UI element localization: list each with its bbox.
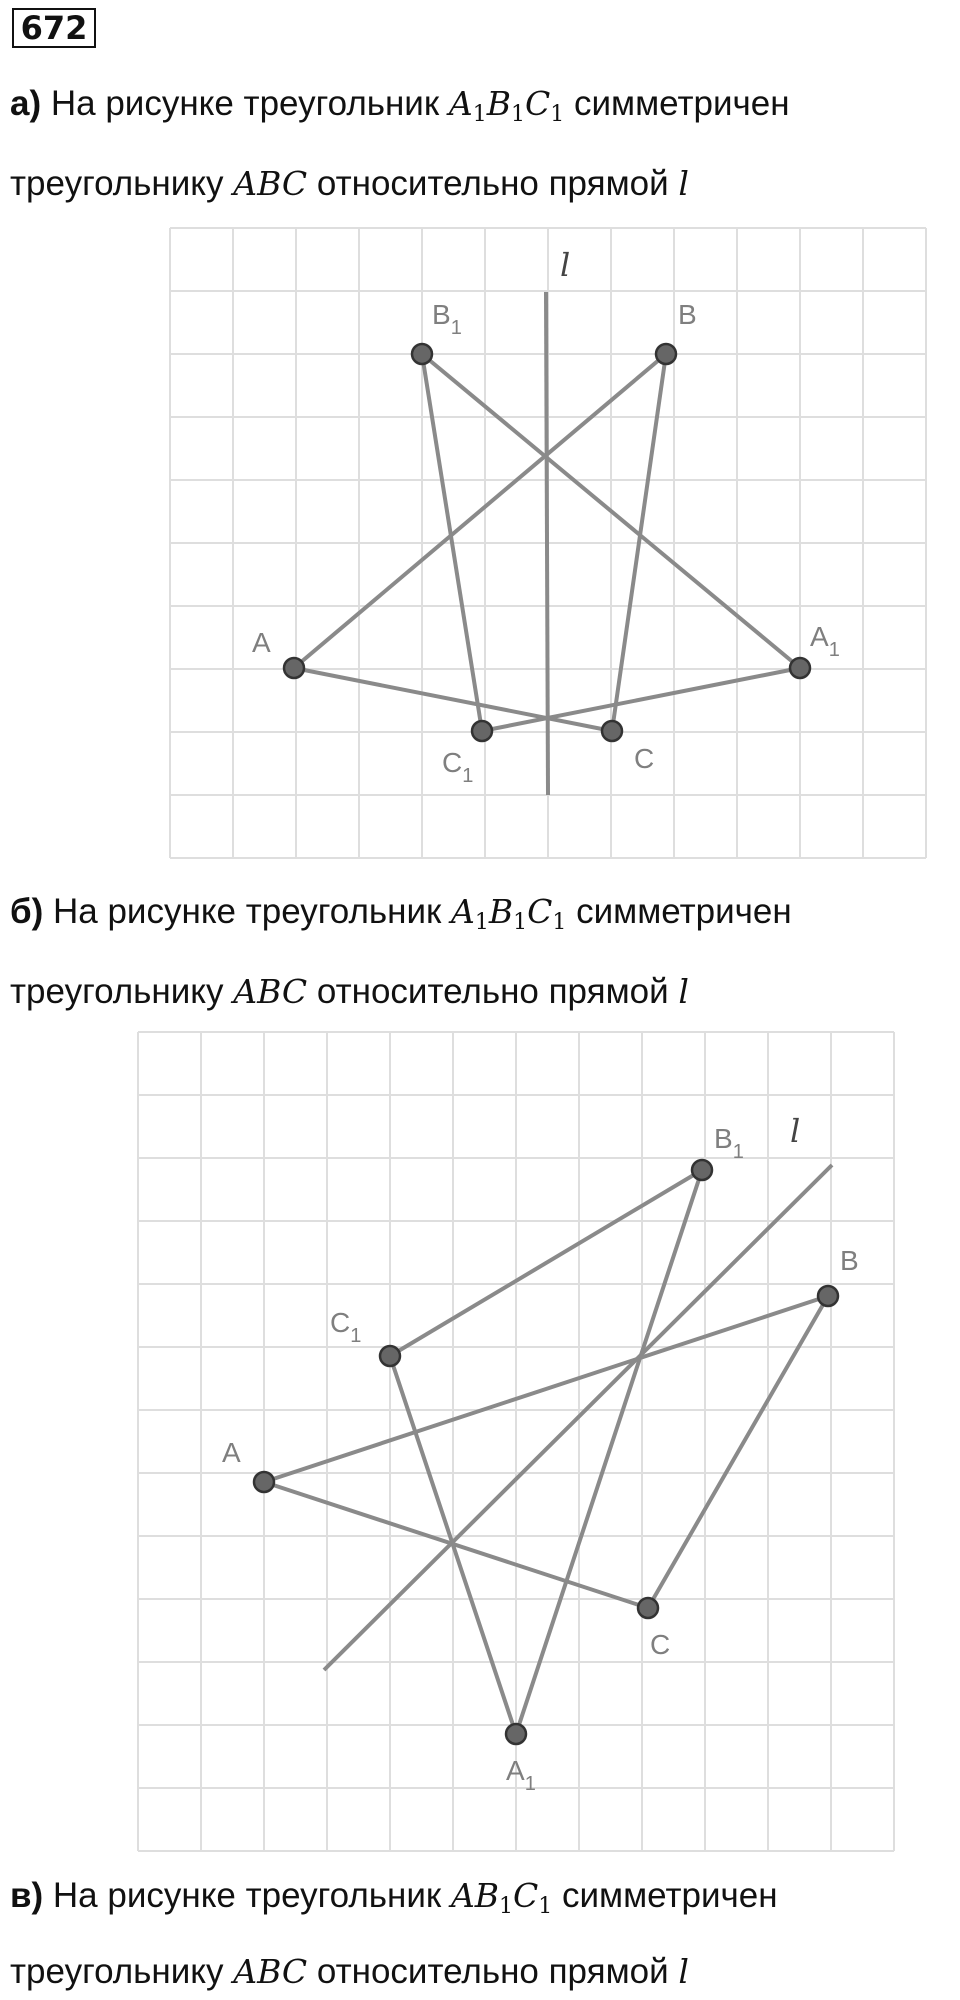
triangle-abc: ABC bbox=[233, 972, 308, 1011]
symmetry-line-label: l bbox=[790, 1112, 801, 1150]
point-label-C1: $C_1$ bbox=[442, 747, 474, 787]
point-B bbox=[818, 1286, 838, 1306]
point-label-B: B bbox=[840, 1245, 859, 1276]
point-C1 bbox=[380, 1346, 400, 1366]
point-B bbox=[656, 344, 676, 364]
segment-C1A1 bbox=[482, 668, 800, 731]
segment-BC bbox=[648, 1296, 828, 1608]
point-C bbox=[602, 721, 622, 741]
triangle-abc: ABC bbox=[233, 164, 308, 203]
point-A bbox=[254, 1472, 274, 1492]
segment-B1C1 bbox=[390, 1170, 702, 1356]
point-B1 bbox=[412, 344, 432, 364]
line-l: l bbox=[678, 164, 689, 203]
point-C1 bbox=[472, 721, 492, 741]
item-c-line1: в) На рисунке треугольник $AB_1C_1$ симметричен bbox=[10, 1876, 778, 1919]
point-label-C1: $C_1$ bbox=[330, 1307, 362, 1347]
segment-CA bbox=[264, 1482, 648, 1608]
point-label-B1: $B_1$ bbox=[432, 299, 462, 339]
item-b-line1: б) На рисунке треугольник $A_1B_1C_1$ симметричен bbox=[10, 892, 792, 935]
triangle-ab1c1: $AB_1C_1$ bbox=[450, 1876, 553, 1919]
point-C bbox=[638, 1598, 658, 1618]
item-c-line2: треугольнику ABC относительно прямой l bbox=[10, 1952, 689, 1991]
point-label-C: C bbox=[634, 743, 655, 774]
item-a-line1: а) На рисунке треугольник $A_1B_1C_1$ симметричен bbox=[10, 84, 790, 127]
point-label-A: A bbox=[222, 1437, 241, 1468]
point-A1 bbox=[506, 1724, 526, 1744]
item-c-marker: в) bbox=[10, 1876, 44, 1915]
item-a-marker: а) bbox=[10, 84, 42, 123]
point-label-A1: $A_1$ bbox=[810, 621, 840, 661]
point-label-B: B bbox=[678, 299, 697, 330]
line-l: l bbox=[678, 972, 689, 1011]
triangle-abc: ABC bbox=[233, 1952, 308, 1991]
line-l: l bbox=[678, 1952, 689, 1991]
point-label-A1: $A_1$ bbox=[506, 1755, 536, 1795]
point-A1 bbox=[790, 658, 810, 678]
figure-b bbox=[0, 1030, 960, 1860]
triangle-a1b1c1: $A_1B_1C_1$ bbox=[448, 84, 565, 127]
point-label-B1: $B_1$ bbox=[714, 1123, 744, 1163]
problem-number: 672 bbox=[12, 8, 96, 48]
point-label-C: C bbox=[650, 1629, 671, 1660]
point-label-A: A bbox=[252, 627, 271, 658]
figure-a bbox=[0, 220, 960, 860]
point-B1 bbox=[692, 1160, 712, 1180]
item-b-line2: треугольнику ABC относительно прямой l bbox=[10, 972, 689, 1011]
triangle-a1b1c1: $A_1B_1C_1$ bbox=[451, 892, 567, 935]
item-a-line2: треугольнику ABC относительно прямой l bbox=[10, 164, 689, 203]
symmetry-line-label: l bbox=[560, 246, 571, 284]
segment-CA bbox=[294, 668, 612, 731]
point-A bbox=[284, 658, 304, 678]
item-b-marker: б) bbox=[10, 892, 44, 931]
